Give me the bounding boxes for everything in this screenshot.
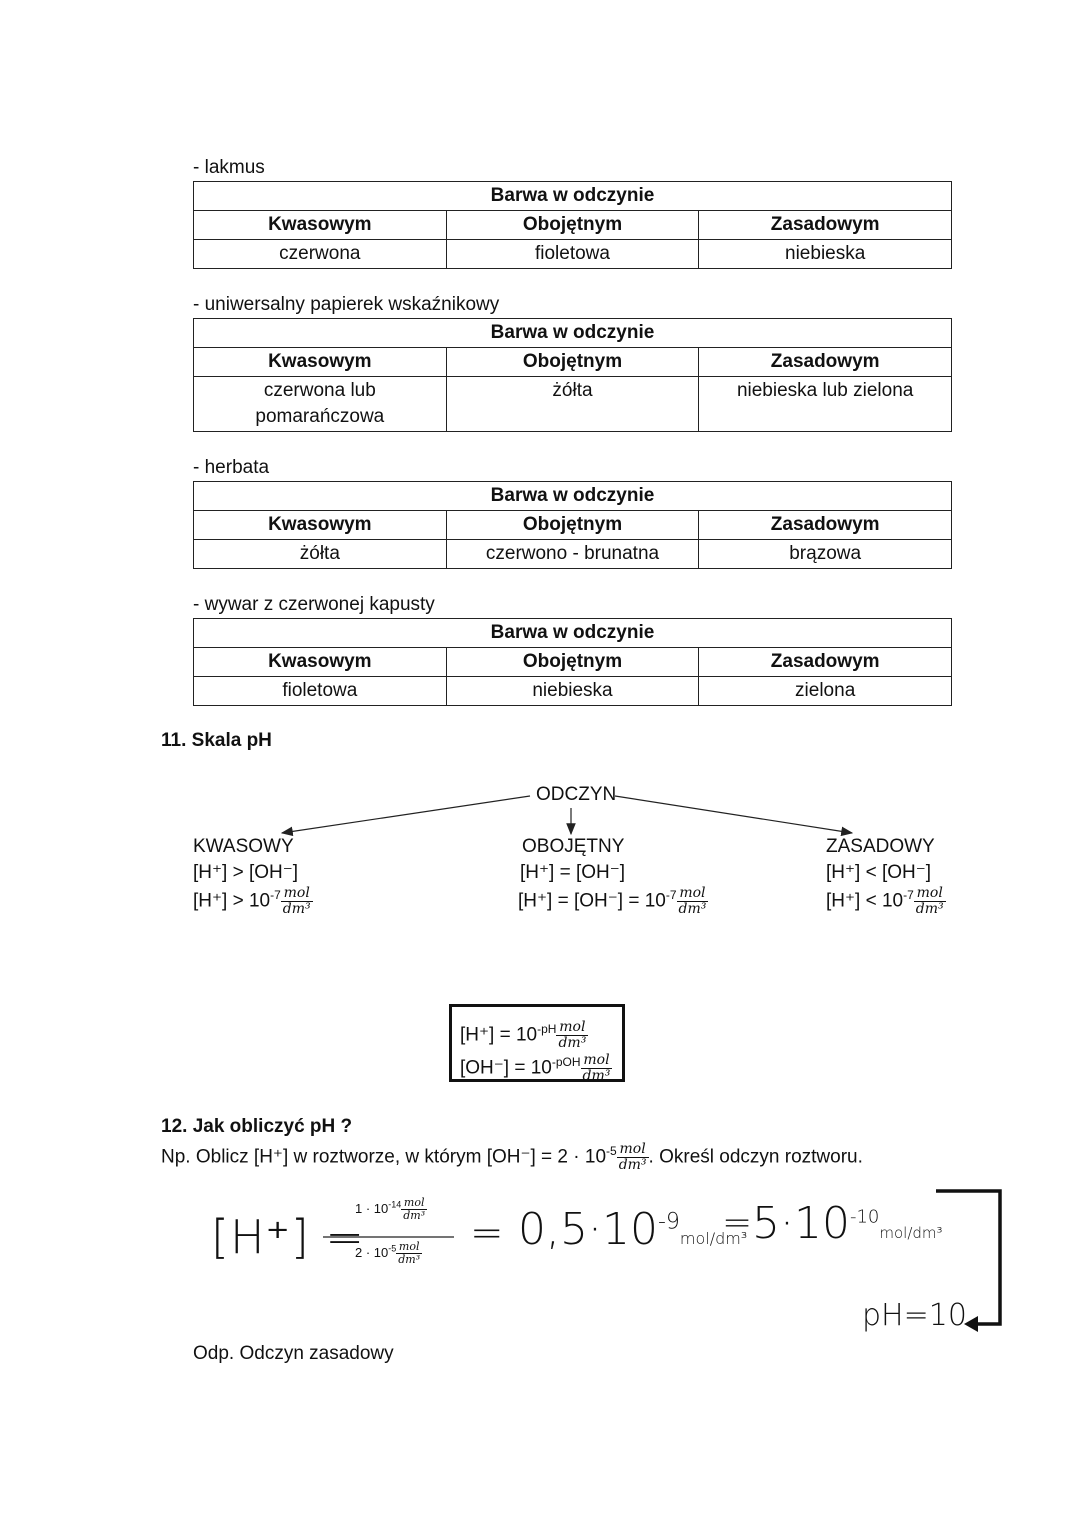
value-basic: brązowa: [699, 540, 952, 569]
header-acidic: Kwasowym: [194, 348, 447, 377]
basic-group: [826, 836, 946, 917]
neutral-title: OBOJĘTNY: [522, 836, 625, 857]
value-basic: niebieska lub zielona: [699, 377, 952, 432]
hand-result-1: $0,5\cdot 10^{-9}mol$/dm³: [518, 1204, 748, 1255]
header-neutral: Obojętnym: [446, 511, 699, 540]
value-acidic: czerwona lub pomarańczowa: [194, 377, 447, 432]
hand-ph-value: pH=10: [862, 1298, 967, 1333]
header-basic: Zasadowym: [699, 211, 952, 240]
basic-relation: [H⁺] < [OH⁻]: [826, 862, 932, 883]
header-acidic: Kwasowym: [194, 211, 447, 240]
ph-formula-box: [449, 1004, 625, 1085]
header-neutral: Obojętnym: [446, 211, 699, 240]
basic-title: ZASADOWY: [826, 836, 935, 857]
acidic-title: KWASOWY: [193, 836, 294, 857]
value-neutral: niebieska: [446, 677, 699, 706]
acidic-relation: [H⁺] > [OH⁻]: [193, 862, 299, 883]
unit-fraction: $\frac{\text{mol}}{\text{dm³}}$: [915, 885, 944, 917]
unit-fraction: $\frac{\text{mol}}{\text{dm³}}$: [282, 885, 311, 917]
indicator-name-red-cabbage: - wywar z czerwonej kapusty: [193, 594, 435, 615]
arrow-to-acidic: [282, 796, 530, 833]
value-acidic: fioletowa: [194, 677, 447, 706]
acidic-group: [193, 836, 313, 917]
section-12-title: 12. Jak obliczyć pH ?: [161, 1116, 353, 1137]
value-acidic: żółta: [194, 540, 447, 569]
table-caption: Barwa w odczynie: [194, 182, 952, 211]
arrow-to-basic: [615, 796, 852, 833]
fraction-numerator: $1 \cdot 10^{-14}$ $\frac{\text{mol}}{\text{dm³}}$: [355, 1196, 426, 1222]
answer-text: Odp. Odczyn zasadowy: [193, 1343, 394, 1364]
table-caption: Barwa w odczynie: [194, 482, 952, 511]
indicator-name-litmus: - lakmus: [193, 157, 265, 178]
value-basic: zielona: [699, 677, 952, 706]
indicator-name-tea: - herbata: [193, 457, 270, 478]
value-neutral: żółta: [446, 377, 699, 432]
hand-equals-2: =: [722, 1202, 753, 1243]
hand-result-2: $5\cdot 10^{-10}mol$/dm³: [752, 1198, 943, 1249]
acidic-concentration: $[H^+] > 10^{-7}$ $\frac{\text{mol}}{\text{dm³}}$: [193, 885, 311, 917]
neutral-concentration: $[H^+] = [OH^-] = 10^{-7}$ $\frac{\text{mol}}{\text{dm³}}$: [518, 885, 707, 917]
basic-concentration: $[H^+] < 10^{-7}$ $\frac{\text{mol}}{\text{dm³}}$: [826, 885, 944, 917]
value-neutral: fioletowa: [446, 240, 699, 269]
fraction-denominator: $2 \cdot 10^{-5}$ $\frac{\text{mol}}{\text{dm³}}$: [355, 1240, 421, 1266]
poh-formula: $[OH^-] = 10^{-pOH}$ $\frac{\text{mol}}{\text{dm³}}$: [460, 1052, 611, 1085]
table-caption: Barwa w odczynie: [194, 619, 952, 648]
odczyn-root: ODCZYN: [536, 784, 617, 805]
unit-fraction: $\frac{\text{mol}}{\text{dm³}}$: [678, 885, 707, 917]
section-11-title: 11. Skala pH: [161, 730, 272, 751]
header-basic: Zasadowym: [699, 348, 952, 377]
header-neutral: Obojętnym: [446, 648, 699, 677]
table-caption: Barwa w odczynie: [194, 319, 952, 348]
hand-h-plus: [H⁺] =: [211, 1210, 365, 1264]
value-basic: niebieska: [699, 240, 952, 269]
problem-statement: Np. Oblicz [H⁺] w roztworze, w którym $[OH^-] = 2 \cdot 10^{-5}$ $\frac{\text{mol}}{\text{dm³}}$ . Określ odczyn roztworu.: [161, 1141, 863, 1173]
neutral-relation: [H⁺] = [OH⁻]: [520, 862, 626, 883]
value-acidic: czerwona: [194, 240, 447, 269]
header-basic: Zasadowym: [699, 648, 952, 677]
header-basic: Zasadowym: [699, 511, 952, 540]
header-acidic: Kwasowym: [194, 648, 447, 677]
ph-formula: $[H^+] = 10^{-pH}$ $\frac{\text{mol}}{\text{dm³}}$: [460, 1018, 587, 1051]
header-neutral: Obojętnym: [446, 348, 699, 377]
hand-equals-1: =: [470, 1210, 504, 1256]
value-neutral: czerwono - brunatna: [446, 540, 699, 569]
indicator-name-universal-paper: - uniwersalny papierek wskaźnikowy: [193, 294, 500, 315]
header-acidic: Kwasowym: [194, 511, 447, 540]
neutral-group: [518, 836, 718, 917]
